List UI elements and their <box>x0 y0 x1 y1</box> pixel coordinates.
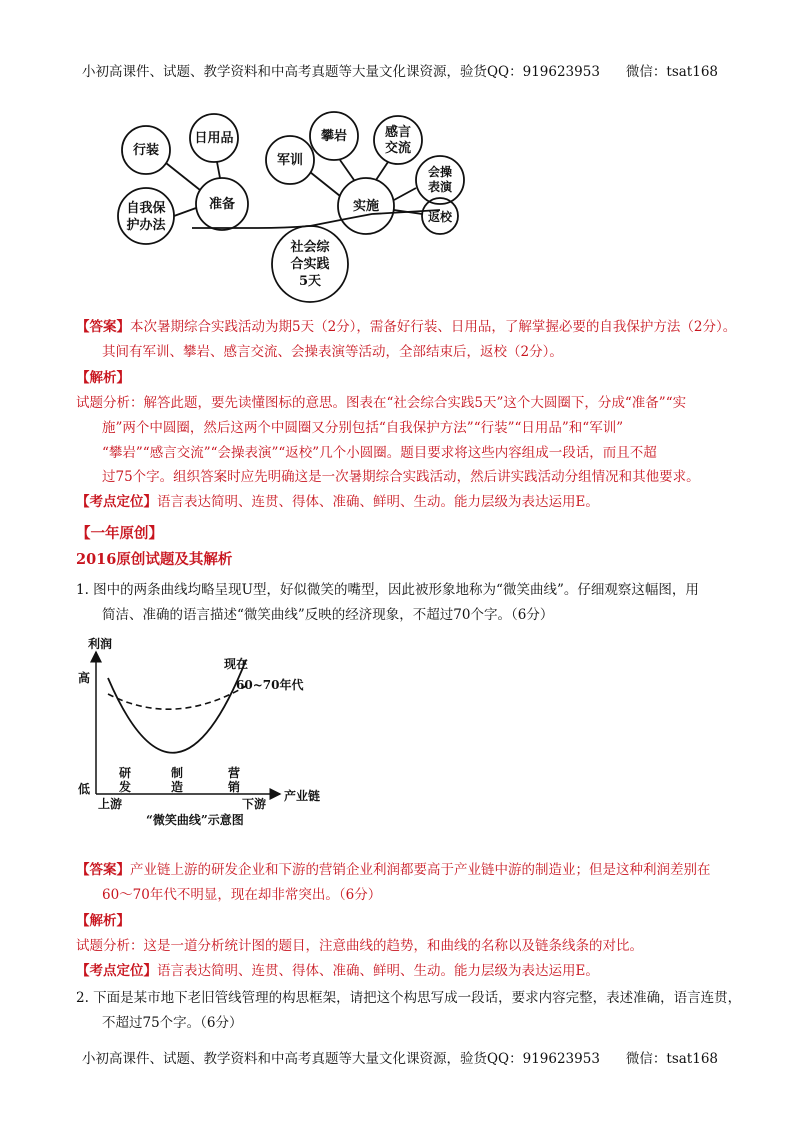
stage-label-rd-2: 发 <box>118 780 132 794</box>
smile-curve-chart <box>74 636 344 836</box>
mindmap-item-xingzhuang: 行装 <box>132 143 160 158</box>
mindmap-diagram <box>110 110 470 305</box>
stage-label-mfg-1: 制 <box>170 766 184 780</box>
chart-xlabel: 产业链 <box>284 789 321 803</box>
stage-label-mfg-2: 造 <box>170 780 184 794</box>
mindmap-branch-right: 实施 <box>352 199 380 214</box>
kp-text: 语言表达简明、连贯、得体、准确、鲜明、生动。能力层级为表达运用E。 <box>157 494 599 510</box>
mindmap-center-3: 5天 <box>298 274 322 289</box>
q0-answer-line1 <box>76 317 736 337</box>
answer-text-1: 产业链上游的研发企业和下游的营销企业利润都要高于产业链中游的制造业；但是这种利润差别在 <box>130 862 711 878</box>
mindmap-item-baohu-2: 护办法 <box>126 218 166 233</box>
q1-analysis-text: 试题分析：这是一道分析统计图的题目，注意曲线的趋势，和曲线的名称以及链条线条的对比。 <box>76 938 643 954</box>
stage-label-sales-2: 销 <box>227 780 241 794</box>
subsection-title: 2016原创试题及其解析 <box>76 551 233 568</box>
mindmap-item-riyongpin: 日用品 <box>194 131 234 146</box>
header-text: 小初高课件、试题、教学资料和中高考真题等大量文化课资源，验货QQ：919623953 <box>81 64 600 80</box>
footer-wechat: 微信：tsat168 <box>625 1051 719 1067</box>
footer-text: 小初高课件、试题、教学资料和中高考真题等大量文化课资源，验货QQ：919623953 <box>81 1051 600 1067</box>
q1-analysis-tag: 【解析】 <box>76 913 130 929</box>
answer-text-1: 本次暑期综合实践活动为期5天（2分），需备好行装、日用品，了解掌握必要的自我保护方法（2分）。 <box>130 319 737 335</box>
q1-line2: 简洁、准确的语言描述“微笑曲线”反映的经济现象，不超过70个字。（6分） <box>102 607 554 623</box>
mindmap-center-2: 合实践 <box>290 257 330 272</box>
mindmap-item-panyan: 攀岩 <box>320 129 348 144</box>
q0-answer-line2: 其间有军训、攀岩、感言交流、会操表演等活动，全部结束后，返校（2分）。 <box>102 344 563 360</box>
stage-label-rd-1: 研 <box>118 766 132 780</box>
mindmap-item-baohu-1: 自我保 <box>126 201 166 216</box>
q1-knowledge-point <box>76 961 599 981</box>
mindmap-branch-left: 准备 <box>208 197 236 212</box>
chart-x-end: 下游 <box>242 797 267 811</box>
q1-line1: 1. 图中的两条曲线均略呈现U型，好似微笑的嘴型，因此被形象地称为“微笑曲线”。仔细观察这幅图，用 <box>76 582 699 598</box>
mindmap-item-ganyan-1: 感言 <box>384 125 412 140</box>
mindmap-item-ganyan-2: 交流 <box>384 141 412 156</box>
mindmap-item-huicao-2: 表演 <box>427 180 453 194</box>
chart-x-start: 上游 <box>98 797 123 811</box>
mindmap-center-1: 社会综 <box>290 240 330 255</box>
q0-knowledge-point <box>76 492 599 512</box>
header-wechat: 微信：tsat168 <box>625 64 719 80</box>
mindmap-item-fanxiao: 返校 <box>427 210 453 224</box>
q1-answer-line1 <box>76 860 711 880</box>
answer-tag: 【答案】 <box>76 319 130 335</box>
kp-tag: 【考点定位】 <box>76 494 157 510</box>
mindmap-item-junxun: 军训 <box>276 153 304 168</box>
q0-analysis-line3: “攀岩”“感言交流”“会操表演”“返校”几个小圆圈。题目要求将这些内容组成一段话，而且不超 <box>102 445 657 461</box>
series-label-now: 现在 <box>224 657 249 671</box>
stage-label-sales-1: 营 <box>227 766 241 780</box>
chart-y-high: 高 <box>78 671 91 685</box>
curve-now <box>108 660 246 753</box>
page-header <box>0 60 800 80</box>
q2-line2: 不超过75个字。（6分） <box>102 1015 243 1031</box>
series-label-60-70s: 60~70年代 <box>236 678 304 692</box>
section-title: 【一年原创】 <box>76 525 163 542</box>
chart-y-low: 低 <box>78 782 91 796</box>
kp-tag: 【考点定位】 <box>76 963 157 979</box>
q2-line1: 2. 下面是某市地下老旧管线管理的构思框架，请把这个构思写成一段话，要求内容完整，表述准确，语言连贯， <box>76 990 742 1006</box>
mindmap-item-huicao-1: 会操 <box>427 165 453 179</box>
q0-analysis-line1: 试题分析：解答此题，要先读懂图标的意思。图表在“社会综合实践5天”这个大圆圈下，分成“准备”“实 <box>76 395 687 411</box>
q0-analysis-tag: 【解析】 <box>76 370 130 386</box>
kp-text: 语言表达简明、连贯、得体、准确、鲜明、生动。能力层级为表达运用E。 <box>157 963 599 979</box>
q0-analysis-line4: 过75个字。组织答案时应先明确这是一次暑期综合实践活动，然后讲实践活动分组情况和其他要求。 <box>102 469 700 485</box>
chart-ylabel: 利润 <box>88 637 113 651</box>
q0-analysis-line2: 施”两个中圆圈，然后这两个中圆圈又分别包括“自我保护方法”“行装”“日用品”和“军训” <box>102 420 624 436</box>
chart-caption: “微笑曲线”示意图 <box>146 813 244 827</box>
page-footer <box>0 1047 800 1067</box>
q1-answer-line2: 60～70年代不明显，现在却非常突出。（6分） <box>102 887 382 903</box>
answer-tag: 【答案】 <box>76 862 130 878</box>
